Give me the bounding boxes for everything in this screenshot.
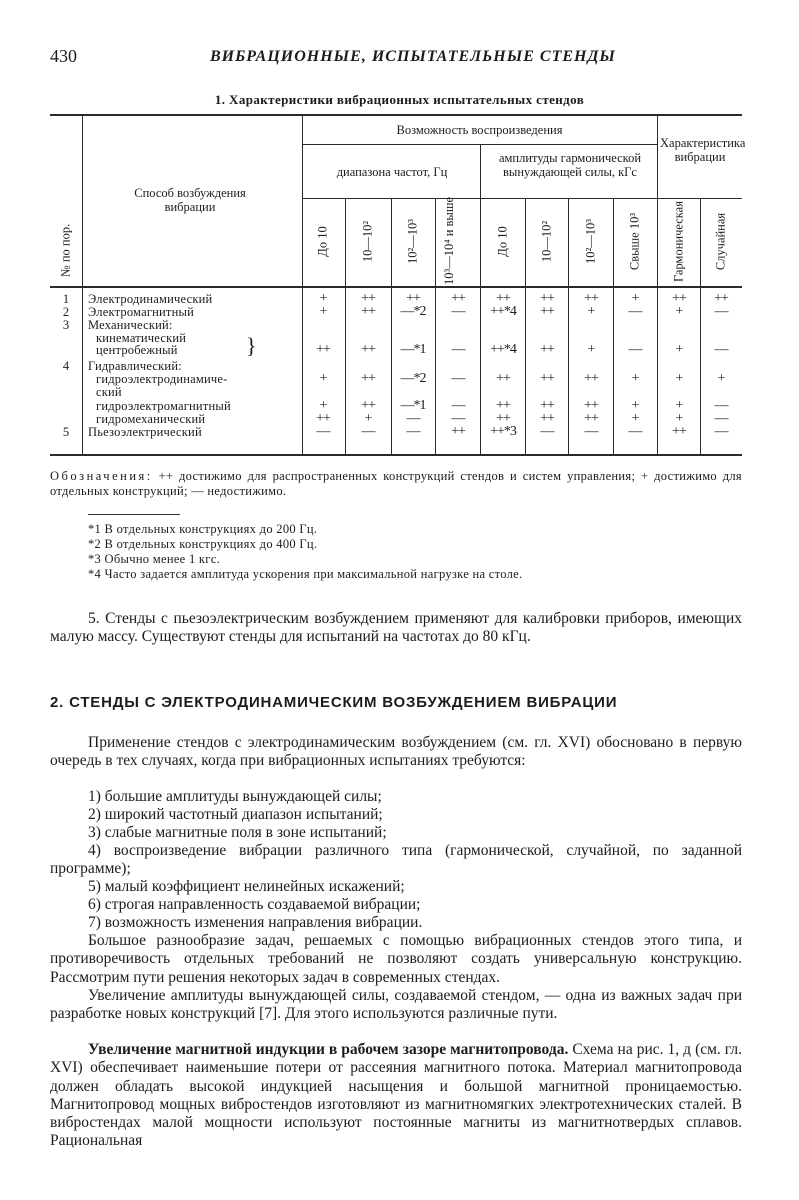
table-legend <box>50 469 742 499</box>
sub-freq-2: 10—10² <box>360 220 375 263</box>
table-cell: — <box>540 424 554 439</box>
paragraph: Большое разнообразие задач, решаемых с помощью вибрационных стендов этого типа, и противоречивость отдельных требований не позволяют создать универсальную конструкцию. Рассмотрим пути решения некоторых задач в современных стендах. <box>50 932 742 986</box>
table-cell: + <box>587 342 595 357</box>
table-cell: ++ <box>451 291 465 306</box>
table-cell: + <box>319 371 327 386</box>
legend-label: Обозначения: <box>50 469 153 483</box>
table-cell: —*1 <box>400 342 426 357</box>
paragraph-5: 5. Стенды с пьезоэлектрическим возбуждением применяют для калибровки приборов, имеющих малую массу. Существуют стенды для испытаний на частотах до 80 кГц. <box>50 610 742 646</box>
table-cell: — <box>451 304 465 319</box>
table-title: 1. Характеристики вибрационных испытательных стендов <box>214 92 585 107</box>
legend-text: ++ достижимо для распространенных конструкций стендов и систем управления; + достижимо для отдельных конструкций; — недостижимо. <box>50 469 742 498</box>
table-cell: ++ <box>361 291 375 306</box>
page-number: 430 <box>50 46 77 66</box>
table-cell: — <box>584 424 598 439</box>
table-cell: — <box>714 424 728 439</box>
table-cell: + <box>364 411 372 426</box>
row-label: Пьезоэлектрический <box>88 425 202 439</box>
list-item: 6) строгая направленность создаваемой вибрации; <box>88 896 421 913</box>
table-cell: ++ <box>584 398 598 413</box>
table-cell: — <box>451 342 465 357</box>
table-cell: ++ <box>584 371 598 386</box>
paragraph-text: Схема на рис. 1, д (см. гл. XVI) обеспечивает наименьшие потери от рассеяния магнитного потока. Материал магнитопровода должен обладать высокой индукцией насыщения и большой магнитной проницаемостью. Магнитопровод мощных вибростендов изготовляют из магнитномягких электротехнических сталей. В вибростендах малой мощности используют постоянные магниты из магнитнотвердых сплавов. Рациональная <box>50 1041 742 1150</box>
sub-amp-1: До 10 <box>495 226 510 257</box>
table-cell: ++ <box>451 424 465 439</box>
footnote: *1 В отдельных конструкциях до 200 Гц. <box>88 522 318 536</box>
row-label: Электромагнитный <box>88 305 194 319</box>
table-cell: + <box>319 398 327 413</box>
row-label: Электродинамический <box>88 292 213 306</box>
table-cell: — <box>714 342 728 357</box>
brace-mark: } <box>246 333 257 358</box>
table-cell: ++ <box>316 342 330 357</box>
paragraph-bold-lead: Увеличение магнитной индукции в рабочем зазоре магнитопровода. <box>88 1041 569 1058</box>
table-cell: ++ <box>584 291 598 306</box>
intro-paragraph: Применение стендов с электродинамическим возбуждением (см. гл. XVI) обосновано в первую очередь в тех случаях, когда при вибрационных испытаниях требуются: <box>50 734 742 770</box>
list-item: 1) большие амплитуды вынуждающей силы; <box>88 788 382 805</box>
table-cell: + <box>717 371 725 386</box>
section-title: 2. СТЕНДЫ С ЭЛЕКТРОДИНАМИЧЕСКИМ ВОЗБУЖДЕНИЕМ ВИБРАЦИИ <box>50 694 618 711</box>
table-cell: ++ <box>540 398 554 413</box>
table-cell: ++ <box>672 424 686 439</box>
col-method-header: Способ возбуждения вибрации <box>134 186 246 214</box>
table-cell: + <box>631 291 639 306</box>
table-cell: ++ <box>316 411 330 426</box>
table-cell: ++ <box>361 304 375 319</box>
table-cell: + <box>675 371 683 386</box>
table-cell: ++ <box>361 398 375 413</box>
sub-amp-4: Свыше 10³ <box>627 212 642 271</box>
table-cell: + <box>675 411 683 426</box>
row-number: 3 <box>62 318 70 332</box>
paragraph <box>50 1041 742 1151</box>
row-number: 1 <box>62 292 70 306</box>
row-number: 5 <box>62 425 70 439</box>
table-cell: ++ <box>406 291 420 306</box>
table-cell: — <box>628 424 642 439</box>
list-item: 7) возможность изменения направления вибрации. <box>88 914 423 931</box>
row-label: кинематический <box>96 331 187 345</box>
table-cell: + <box>675 398 683 413</box>
sub-char-1: Гармоническая <box>671 201 686 282</box>
list-item: 4) воспроизведение вибрации различного типа (гармонической, случайной, по заданной программе); <box>50 842 742 878</box>
row-number: 2 <box>62 305 70 319</box>
table-cell: ++ <box>361 342 375 357</box>
table-cell: ++ <box>672 291 686 306</box>
table-cell: — <box>316 424 330 439</box>
row-label: ский <box>96 385 122 399</box>
row-label: Гидравлический: <box>88 359 182 373</box>
table-cell: ++*4 <box>490 342 516 357</box>
row-label: гидроэлектромагнитный <box>96 399 231 413</box>
table-cell: — <box>714 304 728 319</box>
table-cell: + <box>587 304 595 319</box>
footnote: *4 Часто задается амплитуда ускорения при максимальной нагрузке на столе. <box>88 567 523 581</box>
sub-freq-3: 10²—10³ <box>405 219 420 264</box>
col-number-header: № по пор. <box>58 223 73 278</box>
row-label: гидроэлектродинамиче- <box>96 372 228 386</box>
sub-amp-3: 10²—10³ <box>583 219 598 264</box>
table-cell: —*2 <box>400 304 426 319</box>
table-cell: ++*4 <box>490 304 516 319</box>
table-cell: ++ <box>496 411 510 426</box>
table-cell: + <box>675 342 683 357</box>
table-cell: ++ <box>540 291 554 306</box>
sub-amp-2: 10—10² <box>539 220 554 263</box>
footnote: *3 Обычно менее 1 кгс. <box>88 552 221 566</box>
group-reproduction-header: Возможность воспроизведения <box>396 123 563 137</box>
table-cell: ++ <box>361 371 375 386</box>
table-cell: — <box>628 304 642 319</box>
table-cell: ++ <box>540 371 554 386</box>
table-cell: — <box>451 398 465 413</box>
sub-freq-4-text: 10³—10⁴ и выше <box>442 196 456 286</box>
group-char-header: Характеристика вибрации <box>660 136 746 164</box>
table-cell: ++ <box>584 411 598 426</box>
table-cell: — <box>406 424 420 439</box>
table-cell: ++ <box>496 371 510 386</box>
table-cell: + <box>631 411 639 426</box>
row-label: гидромеханический <box>96 412 206 426</box>
table-cell: — <box>451 411 465 426</box>
table-cell: — <box>361 424 375 439</box>
table-cell: —*1 <box>400 398 426 413</box>
paragraph: Увеличение амплитуды вынуждающей силы, создаваемой стендом, — одна из важных задач при разработке новых конструкций [7]. Для этого используются различные пути. <box>50 987 742 1023</box>
table-cell: ++ <box>714 291 728 306</box>
table-cell: —*2 <box>400 371 426 386</box>
group-freq-header: диапазона частот, Гц <box>336 165 448 179</box>
list-item: 2) широкий частотный диапазон испытаний; <box>88 806 383 823</box>
table-cell: + <box>631 371 639 386</box>
table-cell: ++*3 <box>490 424 516 439</box>
table-cell: — <box>628 342 642 357</box>
characteristics-table <box>50 114 746 462</box>
sub-freq-4 <box>443 196 473 286</box>
table-cell: + <box>631 398 639 413</box>
table-cell: + <box>675 304 683 319</box>
table-cell: — <box>451 371 465 386</box>
table-cell: — <box>406 411 420 426</box>
table-cell: ++ <box>540 411 554 426</box>
running-title: ВИБРАЦИОННЫЕ, ИСПЫТАТЕЛЬНЫЕ СТЕНДЫ <box>210 48 616 65</box>
row-label: центробежный <box>96 343 178 357</box>
table-cell: — <box>714 411 728 426</box>
list-item: 3) слабые магнитные поля в зоне испытаний; <box>88 824 387 841</box>
footnote: *2 В отдельных конструкциях до 400 Гц. <box>88 537 318 551</box>
list-item: 5) малый коэффициент нелинейных искажений; <box>88 878 405 895</box>
table-cell: — <box>714 398 728 413</box>
sub-char-2: Случайная <box>713 212 728 271</box>
sub-freq-1: До 10 <box>315 226 330 257</box>
group-amp-header: амплитуды гармонической вынуждающей силы, кГс <box>498 151 642 179</box>
table-cell: ++ <box>540 304 554 319</box>
footnote-separator <box>88 514 180 515</box>
table-cell: + <box>319 304 327 319</box>
row-label: Механический: <box>88 318 173 332</box>
table-cell: ++ <box>496 291 510 306</box>
table-cell: ++ <box>540 342 554 357</box>
row-number: 4 <box>62 359 70 373</box>
table-cell: + <box>319 291 327 306</box>
table-cell: ++ <box>496 398 510 413</box>
